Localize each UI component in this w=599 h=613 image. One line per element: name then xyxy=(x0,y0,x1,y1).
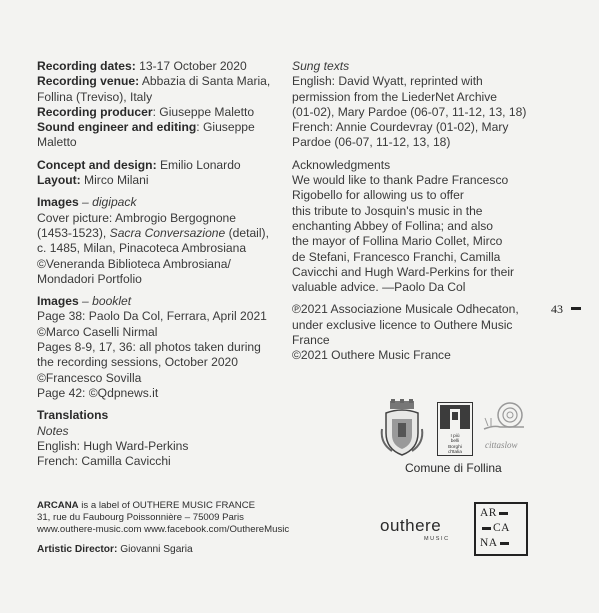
notes-heading: Notes xyxy=(37,423,69,438)
arcana-bar xyxy=(482,527,491,530)
digipack-line: Mondadori Portfolio xyxy=(37,271,142,286)
borghi-tower-icon xyxy=(438,403,472,429)
acknowledgments-line: de Stefani, Francesco Franchi, Camilla xyxy=(292,249,501,264)
acknowledgments-line: enchanting Abbey of Follina; and also xyxy=(292,218,494,233)
booklet-line: ©Francesco Sovilla xyxy=(37,370,142,385)
recording-credits xyxy=(37,59,283,151)
sung-texts-line: English: David Wyatt, reprinted with xyxy=(292,74,483,89)
label-line: ARCANA is a label of OUTHERE MUSIC FRANCE xyxy=(37,500,256,511)
copyright xyxy=(292,302,532,363)
booklet-line: Page 42: ©Qdpnews.it xyxy=(37,385,159,400)
translation-line: English: Hugh Ward-Perkins xyxy=(37,438,189,453)
booklet-line: ©Marco Caselli Nirmal xyxy=(37,324,158,339)
translation-line: French: Camilla Cavicchi xyxy=(37,454,171,469)
digipack-line: Cover picture: Ambrogio Bergognone xyxy=(37,210,236,225)
layout-credit: Layout: Mirco Milani xyxy=(37,173,149,188)
outhere-wordmark: outhere xyxy=(380,516,442,535)
arcana-row: NA xyxy=(480,537,511,549)
booklet-line: Pages 8-9, 17, 36: all photos taken during xyxy=(37,340,261,355)
images-digipack-heading: Images – digipack xyxy=(37,195,137,210)
copyright-line: under exclusive licence to Outhere Music xyxy=(292,317,513,332)
arcana-row: AR xyxy=(480,507,510,519)
sung-texts-line: (01-02), Mary Pardoe (06-07, 11-12, 13, 18) xyxy=(292,104,527,119)
design-credits xyxy=(37,158,283,189)
booklet-line: Page 38: Paolo Da Col, Ferrara, April 2021 xyxy=(37,309,267,324)
arcana-bar xyxy=(500,542,509,545)
acknowledgments xyxy=(292,158,532,296)
credits-column xyxy=(37,59,283,476)
follina-crest-logo xyxy=(378,399,426,457)
snail-icon xyxy=(480,399,530,435)
sung-texts xyxy=(292,59,532,151)
copyright-line: ℗2021 Associazione Musicale Odhecaton, xyxy=(292,302,519,317)
sound-engineer: Sound engineer and editing: Giuseppe xyxy=(37,120,255,135)
sung-texts-line: Pardoe (06-07, 11-12, 13, 18) xyxy=(292,135,451,150)
digipack-line: ©Veneranda Biblioteca Ambrosiana/ xyxy=(37,256,231,271)
arcana-logo xyxy=(474,502,528,556)
images-booklet-heading: Images – booklet xyxy=(37,294,132,309)
translations-heading: Translations xyxy=(37,408,109,423)
acknowledgments-line: We would like to thank Padre Francesco xyxy=(292,173,509,188)
borghi-text: I più xyxy=(450,434,460,439)
recording-venue-cont: Follina (Treviso), Italy xyxy=(37,89,153,104)
label-info xyxy=(37,500,289,537)
concept-design: Concept and design: Emilio Lonardo xyxy=(37,157,241,172)
borghi-text: Borghi xyxy=(448,444,462,450)
texts-column xyxy=(292,59,532,371)
images-digipack xyxy=(37,195,283,287)
images-booklet xyxy=(37,294,283,401)
sung-texts-line: French: Annie Courdevray (01-02), Mary xyxy=(292,120,509,135)
sung-texts-heading: Sung texts xyxy=(292,59,350,73)
digipack-line: c. 1485, Milan, Pinacoteca Ambrosiana xyxy=(37,241,247,256)
artistic-director: Artistic Director: Giovanni Sgaria xyxy=(37,544,193,555)
recording-producer: Recording producer: Giuseppe Maletto xyxy=(37,104,255,119)
sung-texts-line: permission from the LiederNet Archive xyxy=(292,89,498,104)
acknowledgments-line: the mayor of Follina Mario Collet, Mirco xyxy=(292,234,503,249)
label-websites: www.outhere-music.com www.facebook.com/OuthereMusic xyxy=(37,524,290,536)
acknowledgments-heading: Acknowledgments xyxy=(292,157,391,172)
page-number: 43 xyxy=(551,302,563,316)
comune-di-follina-text: Comune di Follina xyxy=(405,461,502,475)
acknowledgments-line: valuable advice. —Paolo Da Col xyxy=(292,280,466,295)
copyright-line: ©2021 Outhere Music France xyxy=(292,348,451,363)
acknowledgments-line: Cavicchi and Hugh Ward-Perkins for their xyxy=(292,264,515,279)
arcana-row: CA xyxy=(480,522,510,534)
acknowledgments-line: this tribute to Josquin's music in the xyxy=(292,203,483,218)
cittaslow-logo xyxy=(480,399,530,449)
label-address: 31, rue du Faubourg Poissonnière – 75009 Paris xyxy=(37,512,244,524)
outhere-music-subtitle: MUSIC xyxy=(424,536,450,542)
page-number-bar xyxy=(571,307,581,310)
acknowledgments-line: Rigobello for allowing us to offer xyxy=(292,188,464,203)
translations xyxy=(37,408,283,469)
borghi-piu-belli-logo xyxy=(437,402,473,456)
booklet-line: the recording sessions, October 2020 xyxy=(37,355,239,370)
outhere-music-logo xyxy=(380,516,450,542)
arcana-bar xyxy=(499,512,508,515)
digipack-line: (1453-1523), Sacra Conversazione (detail), xyxy=(37,225,269,240)
borghi-text: belli xyxy=(450,439,460,445)
cittaslow-text: cittaslow xyxy=(485,440,518,450)
recording-dates: Recording dates: 13-17 October 2020 xyxy=(37,59,247,73)
copyright-line: France xyxy=(292,333,330,348)
borghi-text: d'Italia xyxy=(448,449,462,455)
sound-engineer-cont: Maletto xyxy=(37,135,77,150)
recording-venue: Recording venue: Abbazia di Santa Maria, xyxy=(37,74,271,89)
